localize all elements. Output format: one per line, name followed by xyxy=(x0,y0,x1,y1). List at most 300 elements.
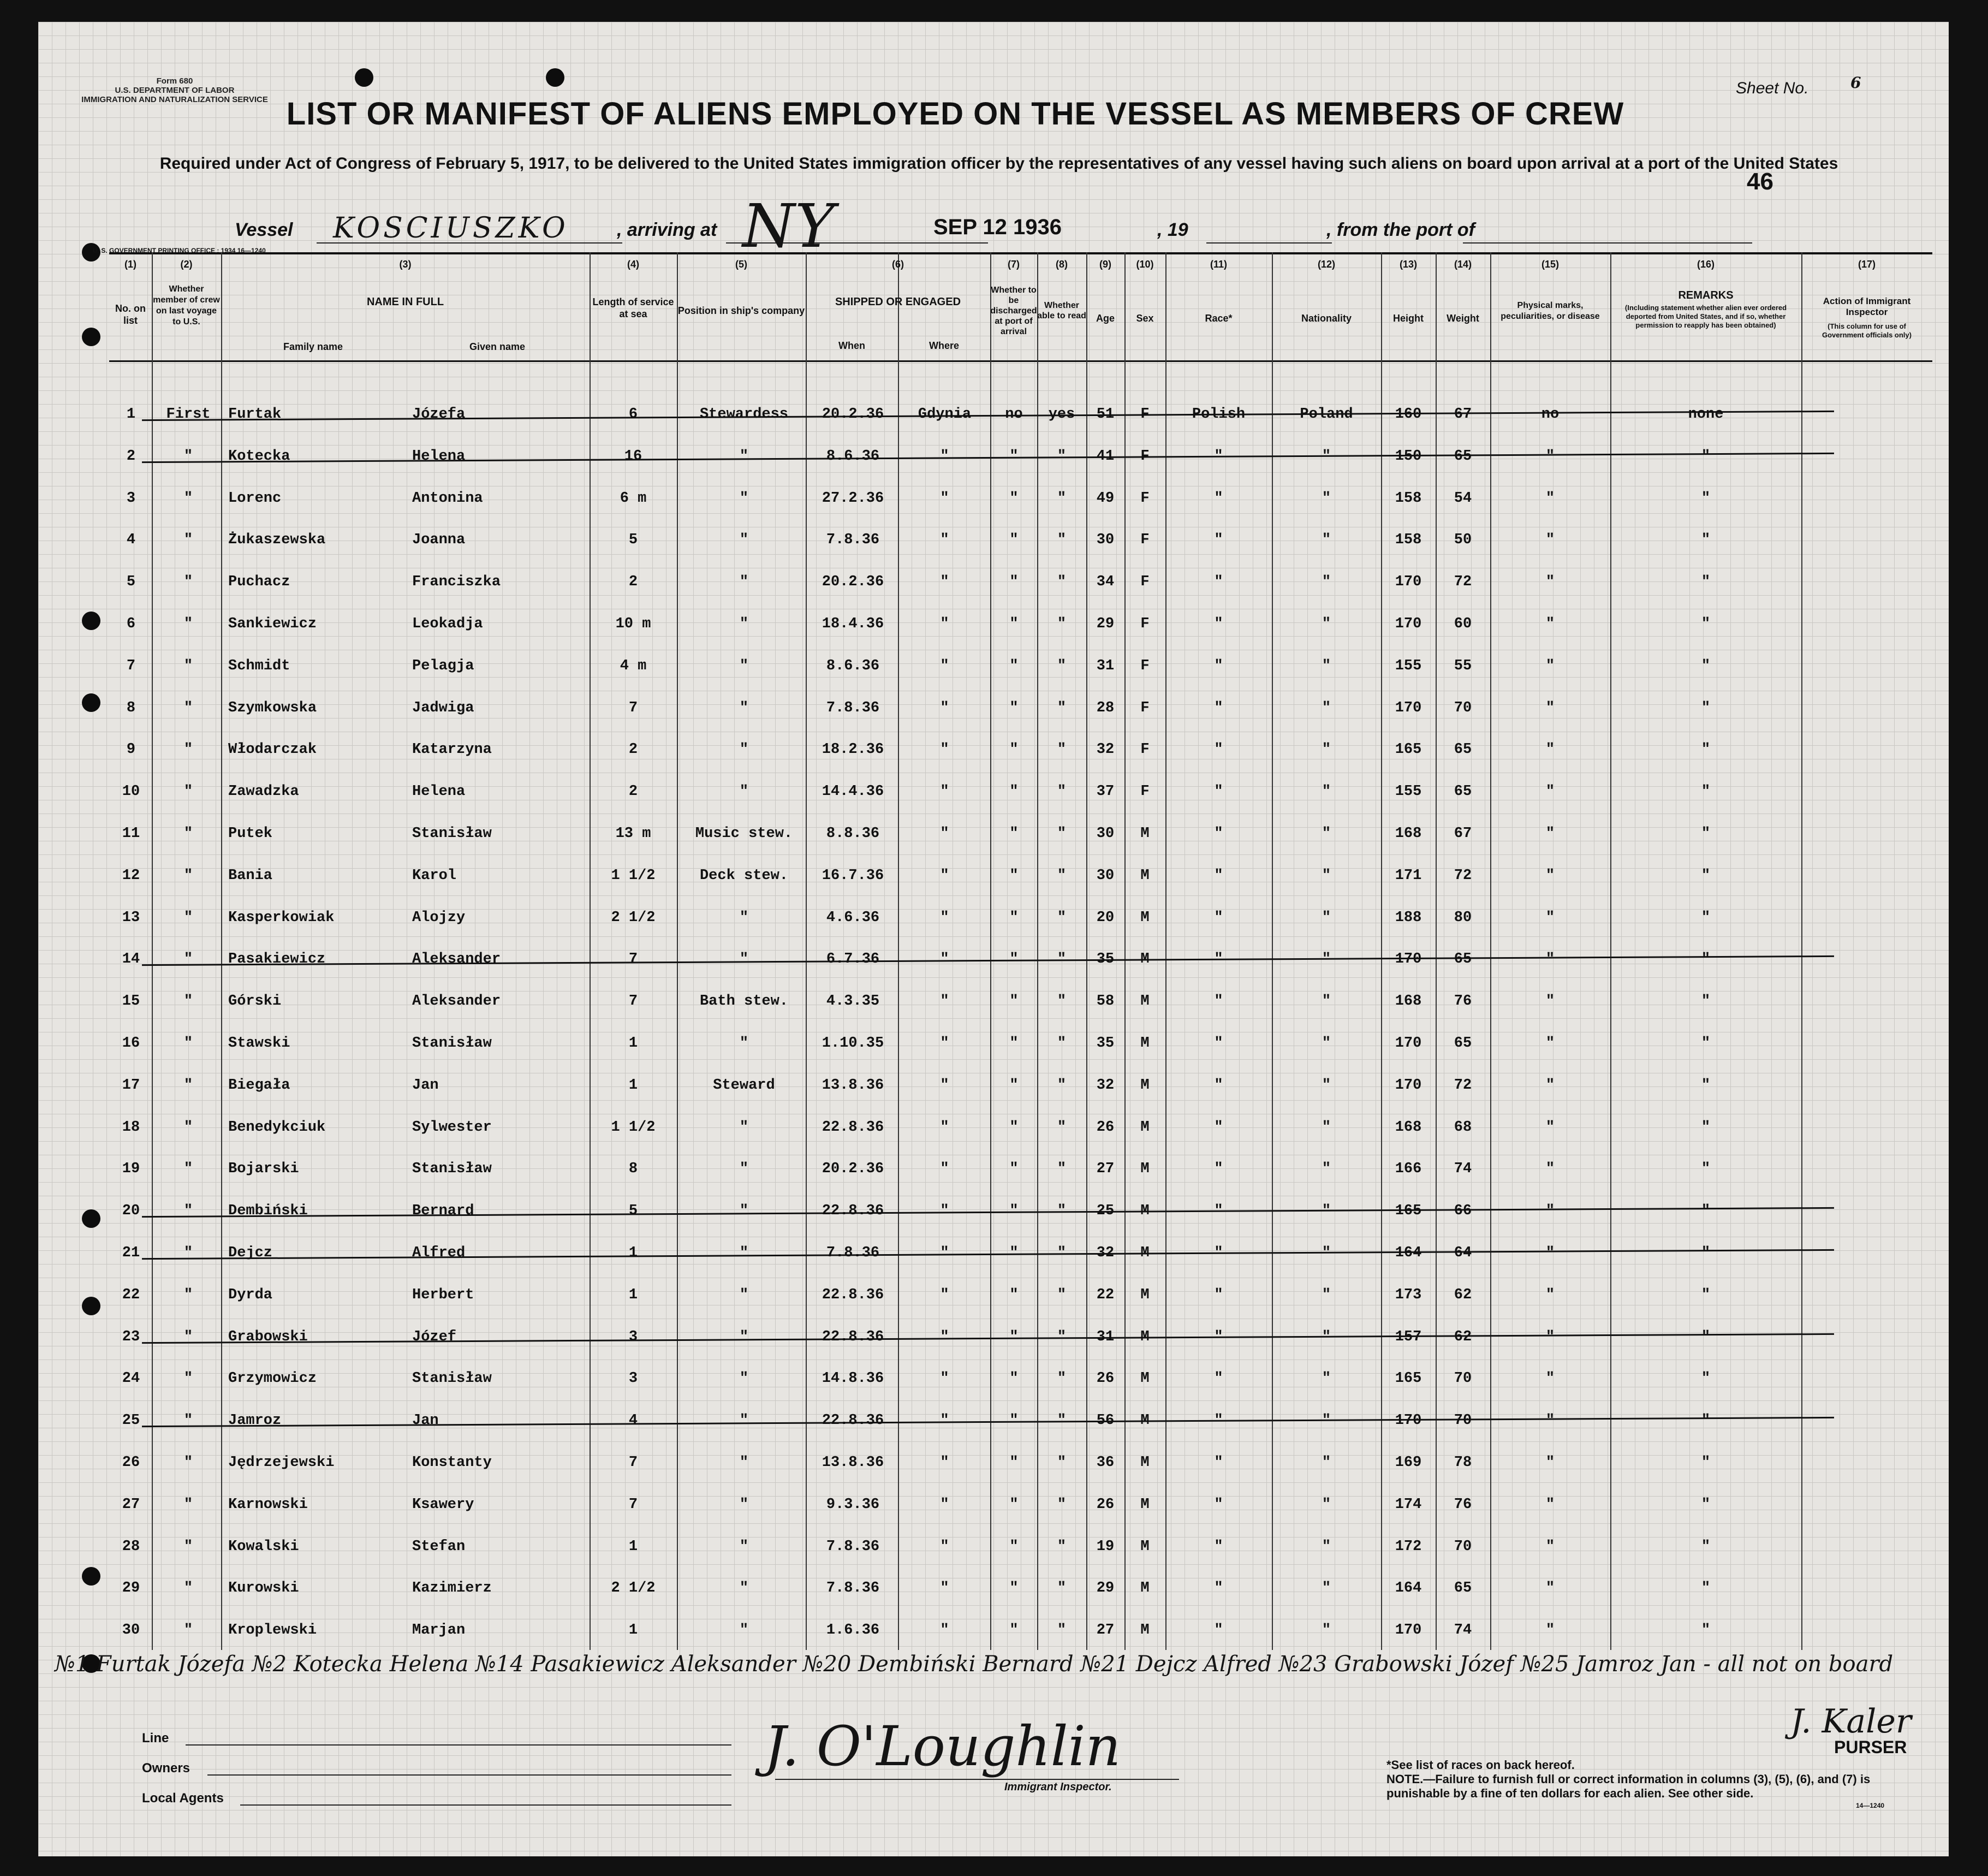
engaged-when: 4.6.36 xyxy=(826,909,880,926)
weight: 62 xyxy=(1454,1328,1472,1345)
col-number: (1) xyxy=(124,259,136,270)
punch-hole xyxy=(82,1297,100,1315)
table-row xyxy=(109,700,1932,741)
service-length: 1 xyxy=(628,1538,638,1555)
engaged-when: 20.2.36 xyxy=(822,406,884,423)
service-length: 4 xyxy=(628,1412,638,1429)
service-length: 5 xyxy=(628,1203,638,1220)
col-number: (13) xyxy=(1399,259,1417,270)
able-to-read: " xyxy=(1057,1455,1067,1471)
family-name: Szymkowska xyxy=(228,699,317,716)
family-name: Zawadzka xyxy=(228,783,299,800)
height: 170 xyxy=(1395,699,1422,716)
weight: 74 xyxy=(1454,1161,1472,1178)
position: " xyxy=(739,1455,749,1471)
header-sex: Sex xyxy=(1136,313,1154,324)
engaged-where: " xyxy=(940,699,949,716)
physical-marks: " xyxy=(1545,993,1555,1010)
weight: 76 xyxy=(1454,993,1472,1010)
position: Stewardess xyxy=(699,406,789,423)
col-number: (3) xyxy=(399,259,412,270)
given-name: Sylwester xyxy=(412,1119,492,1136)
height: 169 xyxy=(1395,1455,1422,1471)
age: 31 xyxy=(1096,657,1115,674)
position: " xyxy=(739,1580,749,1597)
position: Bath stew. xyxy=(699,993,789,1010)
nationality: " xyxy=(1322,1412,1331,1429)
family-name: Jamroz xyxy=(228,1412,282,1429)
age: 30 xyxy=(1096,826,1115,842)
age: 32 xyxy=(1096,741,1115,758)
service-length: 4 m xyxy=(620,657,647,674)
race: " xyxy=(1214,699,1223,716)
crew-table xyxy=(109,252,1932,1650)
family-name: Kotecka xyxy=(228,448,290,465)
engaged-when: 13.8.36 xyxy=(822,1455,884,1471)
family-name: Karnowski xyxy=(228,1496,308,1513)
last-voyage-value: First xyxy=(166,406,211,423)
remarks: " xyxy=(1701,532,1711,549)
table-row xyxy=(109,1035,1932,1077)
table-row xyxy=(109,1245,1932,1286)
physical-marks: " xyxy=(1545,783,1555,800)
able-to-read: " xyxy=(1057,1412,1067,1429)
remarks: " xyxy=(1701,1328,1711,1345)
age: 30 xyxy=(1096,532,1115,549)
owners-label: Owners xyxy=(142,1761,191,1776)
col-number: (11) xyxy=(1210,259,1228,270)
race: " xyxy=(1214,909,1223,926)
physical-marks: " xyxy=(1545,1203,1555,1220)
weight: 62 xyxy=(1454,1286,1472,1303)
physical-marks: " xyxy=(1545,1328,1555,1345)
remarks: " xyxy=(1701,867,1711,884)
nationality: " xyxy=(1322,657,1331,674)
race: " xyxy=(1214,1622,1223,1639)
engaged-where: " xyxy=(940,909,949,926)
position: " xyxy=(739,1538,749,1555)
sex: M xyxy=(1140,1035,1150,1052)
last-voyage-value: " xyxy=(183,1580,193,1597)
last-voyage-value: " xyxy=(183,909,193,926)
height: 150 xyxy=(1395,448,1422,465)
remarks: " xyxy=(1701,1622,1711,1639)
table-row xyxy=(109,1412,1932,1454)
footnote-penalty: NOTE.—Failure to furnish full or correct information in columns (3), (5), (6), and (7) is punishable by a fine of ten dollars for each alien. See other side. xyxy=(1386,1772,1871,1800)
last-voyage-value: " xyxy=(183,1538,193,1555)
race: " xyxy=(1214,532,1223,549)
given-name: Stanisław xyxy=(412,1161,492,1178)
weight: 70 xyxy=(1454,1412,1472,1429)
header-name: NAME IN FULL xyxy=(366,296,444,308)
able-to-read: " xyxy=(1057,1203,1067,1220)
row-number: 2 xyxy=(126,448,136,465)
service-length: 1 1/2 xyxy=(611,1119,656,1136)
physical-marks: " xyxy=(1545,1035,1555,1052)
last-voyage-value: " xyxy=(183,1119,193,1136)
position: " xyxy=(739,1245,749,1261)
weight: 78 xyxy=(1454,1455,1472,1471)
physical-marks: " xyxy=(1545,1622,1555,1639)
last-voyage-value: " xyxy=(183,1328,193,1345)
sex: M xyxy=(1140,1580,1150,1597)
able-to-read: " xyxy=(1057,993,1067,1010)
given-name: Aleksander xyxy=(412,951,501,968)
able-to-read: " xyxy=(1057,490,1067,507)
weight: 72 xyxy=(1454,867,1472,884)
table-row xyxy=(109,574,1932,615)
nationality: " xyxy=(1322,909,1331,926)
age: 26 xyxy=(1096,1119,1115,1136)
remarks: " xyxy=(1701,1580,1711,1597)
last-voyage-value: " xyxy=(183,490,193,507)
position: " xyxy=(739,657,749,674)
header-position: Position in ship's company xyxy=(677,305,805,316)
nationality: " xyxy=(1322,1455,1331,1471)
engaged-where: " xyxy=(940,1538,949,1555)
last-voyage-value: " xyxy=(183,1077,193,1094)
family-name: Benedykciuk xyxy=(228,1119,326,1136)
race: Polish xyxy=(1192,406,1246,423)
engaged-when: 9.3.36 xyxy=(826,1496,880,1513)
service-length: 16 xyxy=(624,448,642,465)
given-name: Karol xyxy=(412,867,457,884)
family-name: Kasperkowiak xyxy=(228,909,335,926)
header-where: Where xyxy=(928,340,959,351)
table-row xyxy=(109,1119,1932,1161)
remarks: none xyxy=(1688,406,1724,423)
engaged-when: 18.2.36 xyxy=(822,741,884,758)
physical-marks: " xyxy=(1545,909,1555,926)
engaged-when: 7.8.36 xyxy=(826,1245,880,1261)
nationality: " xyxy=(1322,532,1331,549)
from-port-label: , from the port of xyxy=(1326,219,1475,240)
engaged-where: " xyxy=(940,616,949,632)
position: " xyxy=(739,1286,749,1303)
discharge-value: " xyxy=(1009,574,1019,591)
arriving-port: NY xyxy=(742,191,835,261)
given-name: Jadwiga xyxy=(412,699,474,716)
row-number: 5 xyxy=(126,574,136,591)
weight: 65 xyxy=(1454,951,1472,968)
height: 170 xyxy=(1395,574,1422,591)
weight: 60 xyxy=(1454,616,1472,632)
family-name: Grabowski xyxy=(228,1328,308,1345)
table-row xyxy=(109,868,1932,909)
table-row xyxy=(109,951,1932,993)
weight: 72 xyxy=(1454,574,1472,591)
discharge-value: " xyxy=(1009,741,1019,758)
race: " xyxy=(1214,1119,1223,1136)
col-number: (15) xyxy=(1541,259,1559,270)
service-length: 1 xyxy=(628,1245,638,1261)
position: " xyxy=(739,1622,749,1639)
family-name: Dejcz xyxy=(228,1245,273,1261)
able-to-read: " xyxy=(1057,867,1067,884)
header-remarks-note: (Including statement whether alien ever ordered deported from United States, and if so, whether permission to reapply has been obtained) xyxy=(1624,304,1787,329)
row-number: 17 xyxy=(122,1077,140,1094)
able-to-read: yes xyxy=(1048,406,1075,423)
position: " xyxy=(739,1161,749,1178)
given-name: Pelagja xyxy=(412,657,474,674)
nationality: " xyxy=(1322,699,1331,716)
height: 174 xyxy=(1395,1496,1422,1513)
position: " xyxy=(739,1035,749,1052)
weight: 67 xyxy=(1454,826,1472,842)
family-name: Kurowski xyxy=(228,1580,299,1597)
last-voyage-value: " xyxy=(183,616,193,632)
given-name: Bernard xyxy=(412,1203,474,1220)
sex: M xyxy=(1140,909,1150,926)
nationality: " xyxy=(1322,1203,1331,1220)
date-stamp: SEP 12 1936 xyxy=(933,215,1062,239)
punch-hole xyxy=(82,693,100,712)
family-name: Dembiński xyxy=(228,1203,308,1220)
given-name: Alojzy xyxy=(412,909,466,926)
service-length: 2 xyxy=(628,741,638,758)
engaged-where: " xyxy=(940,1245,949,1261)
table-row xyxy=(109,532,1932,573)
position: " xyxy=(739,1412,749,1429)
able-to-read: " xyxy=(1057,826,1067,842)
sex: M xyxy=(1140,1328,1150,1345)
discharge-value: " xyxy=(1009,1538,1019,1555)
weight: 65 xyxy=(1454,783,1472,800)
sex: M xyxy=(1140,1161,1150,1178)
height: 160 xyxy=(1395,406,1422,423)
service-length: 10 m xyxy=(615,616,651,632)
col-number: (10) xyxy=(1136,259,1154,270)
age: 29 xyxy=(1096,616,1115,632)
able-to-read: " xyxy=(1057,1622,1067,1639)
service-length: 8 xyxy=(628,1161,638,1178)
family-name: Lorenc xyxy=(228,490,282,507)
nationality: " xyxy=(1322,993,1331,1010)
height: 165 xyxy=(1395,1370,1422,1387)
punch-hole xyxy=(546,68,564,87)
height: 170 xyxy=(1395,1412,1422,1429)
age: 34 xyxy=(1096,574,1115,591)
engaged-when: 1.10.35 xyxy=(822,1035,884,1052)
discharge-value: " xyxy=(1009,1161,1019,1178)
col-number: (7) xyxy=(1008,259,1020,270)
race: " xyxy=(1214,1245,1223,1261)
punch-hole xyxy=(82,328,100,346)
row-number: 24 xyxy=(122,1370,140,1387)
family-name: Putek xyxy=(228,826,273,842)
height: 166 xyxy=(1395,1161,1422,1178)
header-discharged: Whether to be discharged at port of arrival xyxy=(990,286,1037,336)
sex: F xyxy=(1140,448,1150,465)
discharge-value: " xyxy=(1009,1328,1019,1345)
row-number: 27 xyxy=(122,1496,140,1513)
engaged-where: " xyxy=(940,1455,949,1471)
discharge-value: " xyxy=(1009,1035,1019,1052)
physical-marks: " xyxy=(1545,1496,1555,1513)
engaged-where: " xyxy=(940,1203,949,1220)
family-name: Kowalski xyxy=(228,1538,299,1555)
age: 26 xyxy=(1096,1370,1115,1387)
row-number: 10 xyxy=(122,783,140,800)
discharge-value: " xyxy=(1009,532,1019,549)
position: " xyxy=(739,783,749,800)
table-row xyxy=(109,448,1932,490)
engaged-when: 8.6.36 xyxy=(826,657,880,674)
position: " xyxy=(739,490,749,507)
family-name: Grzymowicz xyxy=(228,1370,317,1387)
race: " xyxy=(1214,867,1223,884)
row-number: 25 xyxy=(122,1412,140,1429)
nationality: " xyxy=(1322,1496,1331,1513)
service-length: 7 xyxy=(628,1496,638,1513)
physical-marks: " xyxy=(1545,951,1555,968)
given-name: Katarzyna xyxy=(412,741,492,758)
weight: 50 xyxy=(1454,532,1472,549)
service-length: 1 xyxy=(628,1035,638,1052)
service-length: 6 m xyxy=(620,490,647,507)
header-read: Whether able to read xyxy=(1037,301,1086,320)
physical-marks: no xyxy=(1541,406,1560,423)
last-voyage-value: " xyxy=(183,574,193,591)
nationality: " xyxy=(1322,741,1331,758)
discharge-value: " xyxy=(1009,1412,1019,1429)
engaged-when: 18.4.36 xyxy=(822,616,884,632)
last-voyage-value: " xyxy=(183,1455,193,1471)
age: 37 xyxy=(1096,783,1115,800)
handwritten-note: №1 Furtak Józefa №2 Kotecka Helena №14 Pasakiewicz Aleksander №20 Dembiński Bernard №21 Dejcz Alfred №23 Grabowski Józef №25 Jamroz Jan - all not on board xyxy=(55,1652,1894,1677)
remarks: " xyxy=(1701,741,1711,758)
physical-marks: " xyxy=(1545,1455,1555,1471)
race: " xyxy=(1214,1412,1223,1429)
engaged-where: " xyxy=(940,1496,949,1513)
last-voyage-value: " xyxy=(183,532,193,549)
table-row xyxy=(109,1203,1932,1244)
row-number: 7 xyxy=(126,657,136,674)
row-number: 29 xyxy=(122,1580,140,1597)
able-to-read: " xyxy=(1057,574,1067,591)
engaged-when: 7.8.36 xyxy=(826,1580,880,1597)
remarks: " xyxy=(1701,1161,1711,1178)
nationality: Poland xyxy=(1300,406,1353,423)
engaged-where: " xyxy=(940,1580,949,1597)
height: 170 xyxy=(1395,1035,1422,1052)
last-voyage-value: " xyxy=(183,1286,193,1303)
sex: M xyxy=(1140,1496,1150,1513)
engaged-where: " xyxy=(940,1328,949,1345)
last-voyage-value: " xyxy=(183,951,193,968)
race: " xyxy=(1214,741,1223,758)
nationality: " xyxy=(1322,574,1331,591)
row-number: 28 xyxy=(122,1538,140,1555)
table-row xyxy=(109,1455,1932,1496)
engaged-where: " xyxy=(940,1119,949,1136)
physical-marks: " xyxy=(1545,1580,1555,1597)
sex: M xyxy=(1140,867,1150,884)
engaged-where: " xyxy=(940,867,949,884)
position: " xyxy=(739,616,749,632)
service-length: 7 xyxy=(628,951,638,968)
engaged-when: 14.4.36 xyxy=(822,783,884,800)
family-name: Stawski xyxy=(228,1035,290,1052)
height: 168 xyxy=(1395,1119,1422,1136)
engaged-when: 16.7.36 xyxy=(822,867,884,884)
last-voyage-value: " xyxy=(183,657,193,674)
nationality: " xyxy=(1322,826,1331,842)
engaged-when: 8.6.36 xyxy=(826,448,880,465)
position: " xyxy=(739,1119,749,1136)
family-name: Sankiewicz xyxy=(228,616,317,632)
nationality: " xyxy=(1322,1119,1331,1136)
service-length: 1 1/2 xyxy=(611,867,656,884)
remarks: " xyxy=(1701,490,1711,507)
family-name: Górski xyxy=(228,993,282,1010)
row-number: 6 xyxy=(126,616,136,632)
sheet-number: 6 xyxy=(1850,74,1861,92)
header-weight: Weight xyxy=(1447,313,1479,324)
given-name: Herbert xyxy=(412,1286,474,1303)
header-no: No. on list xyxy=(115,303,146,326)
remarks: " xyxy=(1701,1370,1711,1387)
engaged-when: 20.2.36 xyxy=(822,574,884,591)
family-name: Puchacz xyxy=(228,574,290,591)
last-voyage-value: " xyxy=(183,826,193,842)
nationality: " xyxy=(1322,616,1331,632)
position: " xyxy=(739,909,749,926)
family-name: Bania xyxy=(228,867,273,884)
height: 157 xyxy=(1395,1328,1422,1345)
sex: F xyxy=(1140,741,1150,758)
sex: M xyxy=(1140,826,1150,842)
able-to-read: " xyxy=(1057,1077,1067,1094)
engaged-when: 8.8.36 xyxy=(826,826,880,842)
discharge-value: " xyxy=(1009,1455,1019,1471)
sex: M xyxy=(1140,1412,1150,1429)
header-height: Height xyxy=(1393,313,1424,324)
vessel-label: Vessel xyxy=(235,219,293,240)
nationality: " xyxy=(1322,490,1331,507)
physical-marks: " xyxy=(1545,1161,1555,1178)
engaged-where: " xyxy=(940,448,949,465)
nationality: " xyxy=(1322,448,1331,465)
sex: M xyxy=(1140,1203,1150,1220)
remarks: " xyxy=(1701,993,1711,1010)
last-voyage-value: " xyxy=(183,1203,193,1220)
discharge-value: " xyxy=(1009,1119,1019,1136)
sex: F xyxy=(1140,532,1150,549)
given-name: Antonina xyxy=(412,490,483,507)
height: 164 xyxy=(1395,1245,1422,1261)
physical-marks: " xyxy=(1545,532,1555,549)
family-name: Włodarczak xyxy=(228,741,317,758)
service-length: 3 xyxy=(628,1370,638,1387)
header-inspector-note: (This column for use of Government officials only) xyxy=(1822,322,1912,339)
service-length: 7 xyxy=(628,993,638,1010)
engaged-where: " xyxy=(940,1370,949,1387)
sex: F xyxy=(1140,657,1150,674)
able-to-read: " xyxy=(1057,657,1067,674)
age: 51 xyxy=(1096,406,1115,423)
table-row xyxy=(109,1580,1932,1622)
col-number: (9) xyxy=(1099,259,1111,270)
age: 20 xyxy=(1096,909,1115,926)
engaged-where: " xyxy=(940,741,949,758)
given-name: Stanisław xyxy=(412,826,492,842)
engaged-where: " xyxy=(940,490,949,507)
engaged-where: " xyxy=(940,1412,949,1429)
engaged-when: 1.6.36 xyxy=(826,1622,880,1639)
age: 31 xyxy=(1096,1328,1115,1345)
nationality: " xyxy=(1322,1286,1331,1303)
